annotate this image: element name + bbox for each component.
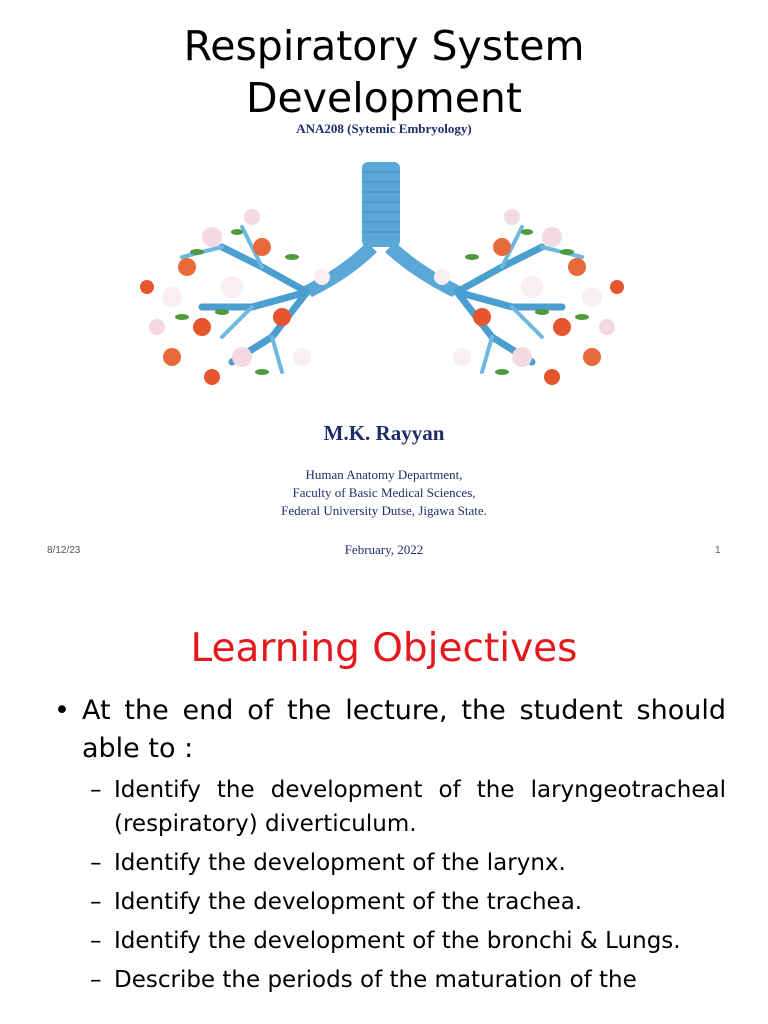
slide-title: Learning Objectives xyxy=(190,626,578,671)
list-item: – Identify the development of the larynx. xyxy=(90,846,726,880)
bullet-dot-icon: • xyxy=(54,695,70,726)
list-item: – Identify the development of the laryngeotracheal (respiratory) diverticulum. xyxy=(90,773,726,841)
objectives-list xyxy=(90,773,726,1002)
affiliation-line: Human Anatomy Department, xyxy=(305,467,463,482)
learning-objectives-slide xyxy=(0,580,768,1024)
author-name: M.K. Rayyan xyxy=(323,421,445,445)
dash-icon: – xyxy=(90,850,102,876)
list-item: – Describe the periods of the maturation of the xyxy=(90,963,726,997)
dash-icon: – xyxy=(90,967,102,993)
lungs-illustration xyxy=(112,157,652,397)
affiliation-line: Faculty of Basic Medical Sciences, xyxy=(292,485,476,500)
affiliation-line: Federal University Dutse, Jigawa State. xyxy=(281,503,487,518)
main-bullet xyxy=(54,692,726,768)
footer-center-text: February, 2022 xyxy=(344,542,424,557)
dash-icon: – xyxy=(90,777,102,803)
slide-title: Respiratory System Development xyxy=(183,22,585,122)
affiliation xyxy=(0,466,768,520)
footer-date: 8/12/23 xyxy=(47,545,81,556)
list-item: – Identify the development of the bronchi & Lungs. xyxy=(90,924,726,958)
bullet-text: At the end of the lecture, the student should able to : xyxy=(82,695,726,764)
list-item: – Identify the development of the trachea. xyxy=(90,885,726,919)
dash-icon: – xyxy=(90,928,102,954)
course-code: ANA208 (Sytemic Embryology) xyxy=(296,121,472,136)
dash-icon: – xyxy=(90,889,102,915)
page-number: 1 xyxy=(715,545,721,556)
